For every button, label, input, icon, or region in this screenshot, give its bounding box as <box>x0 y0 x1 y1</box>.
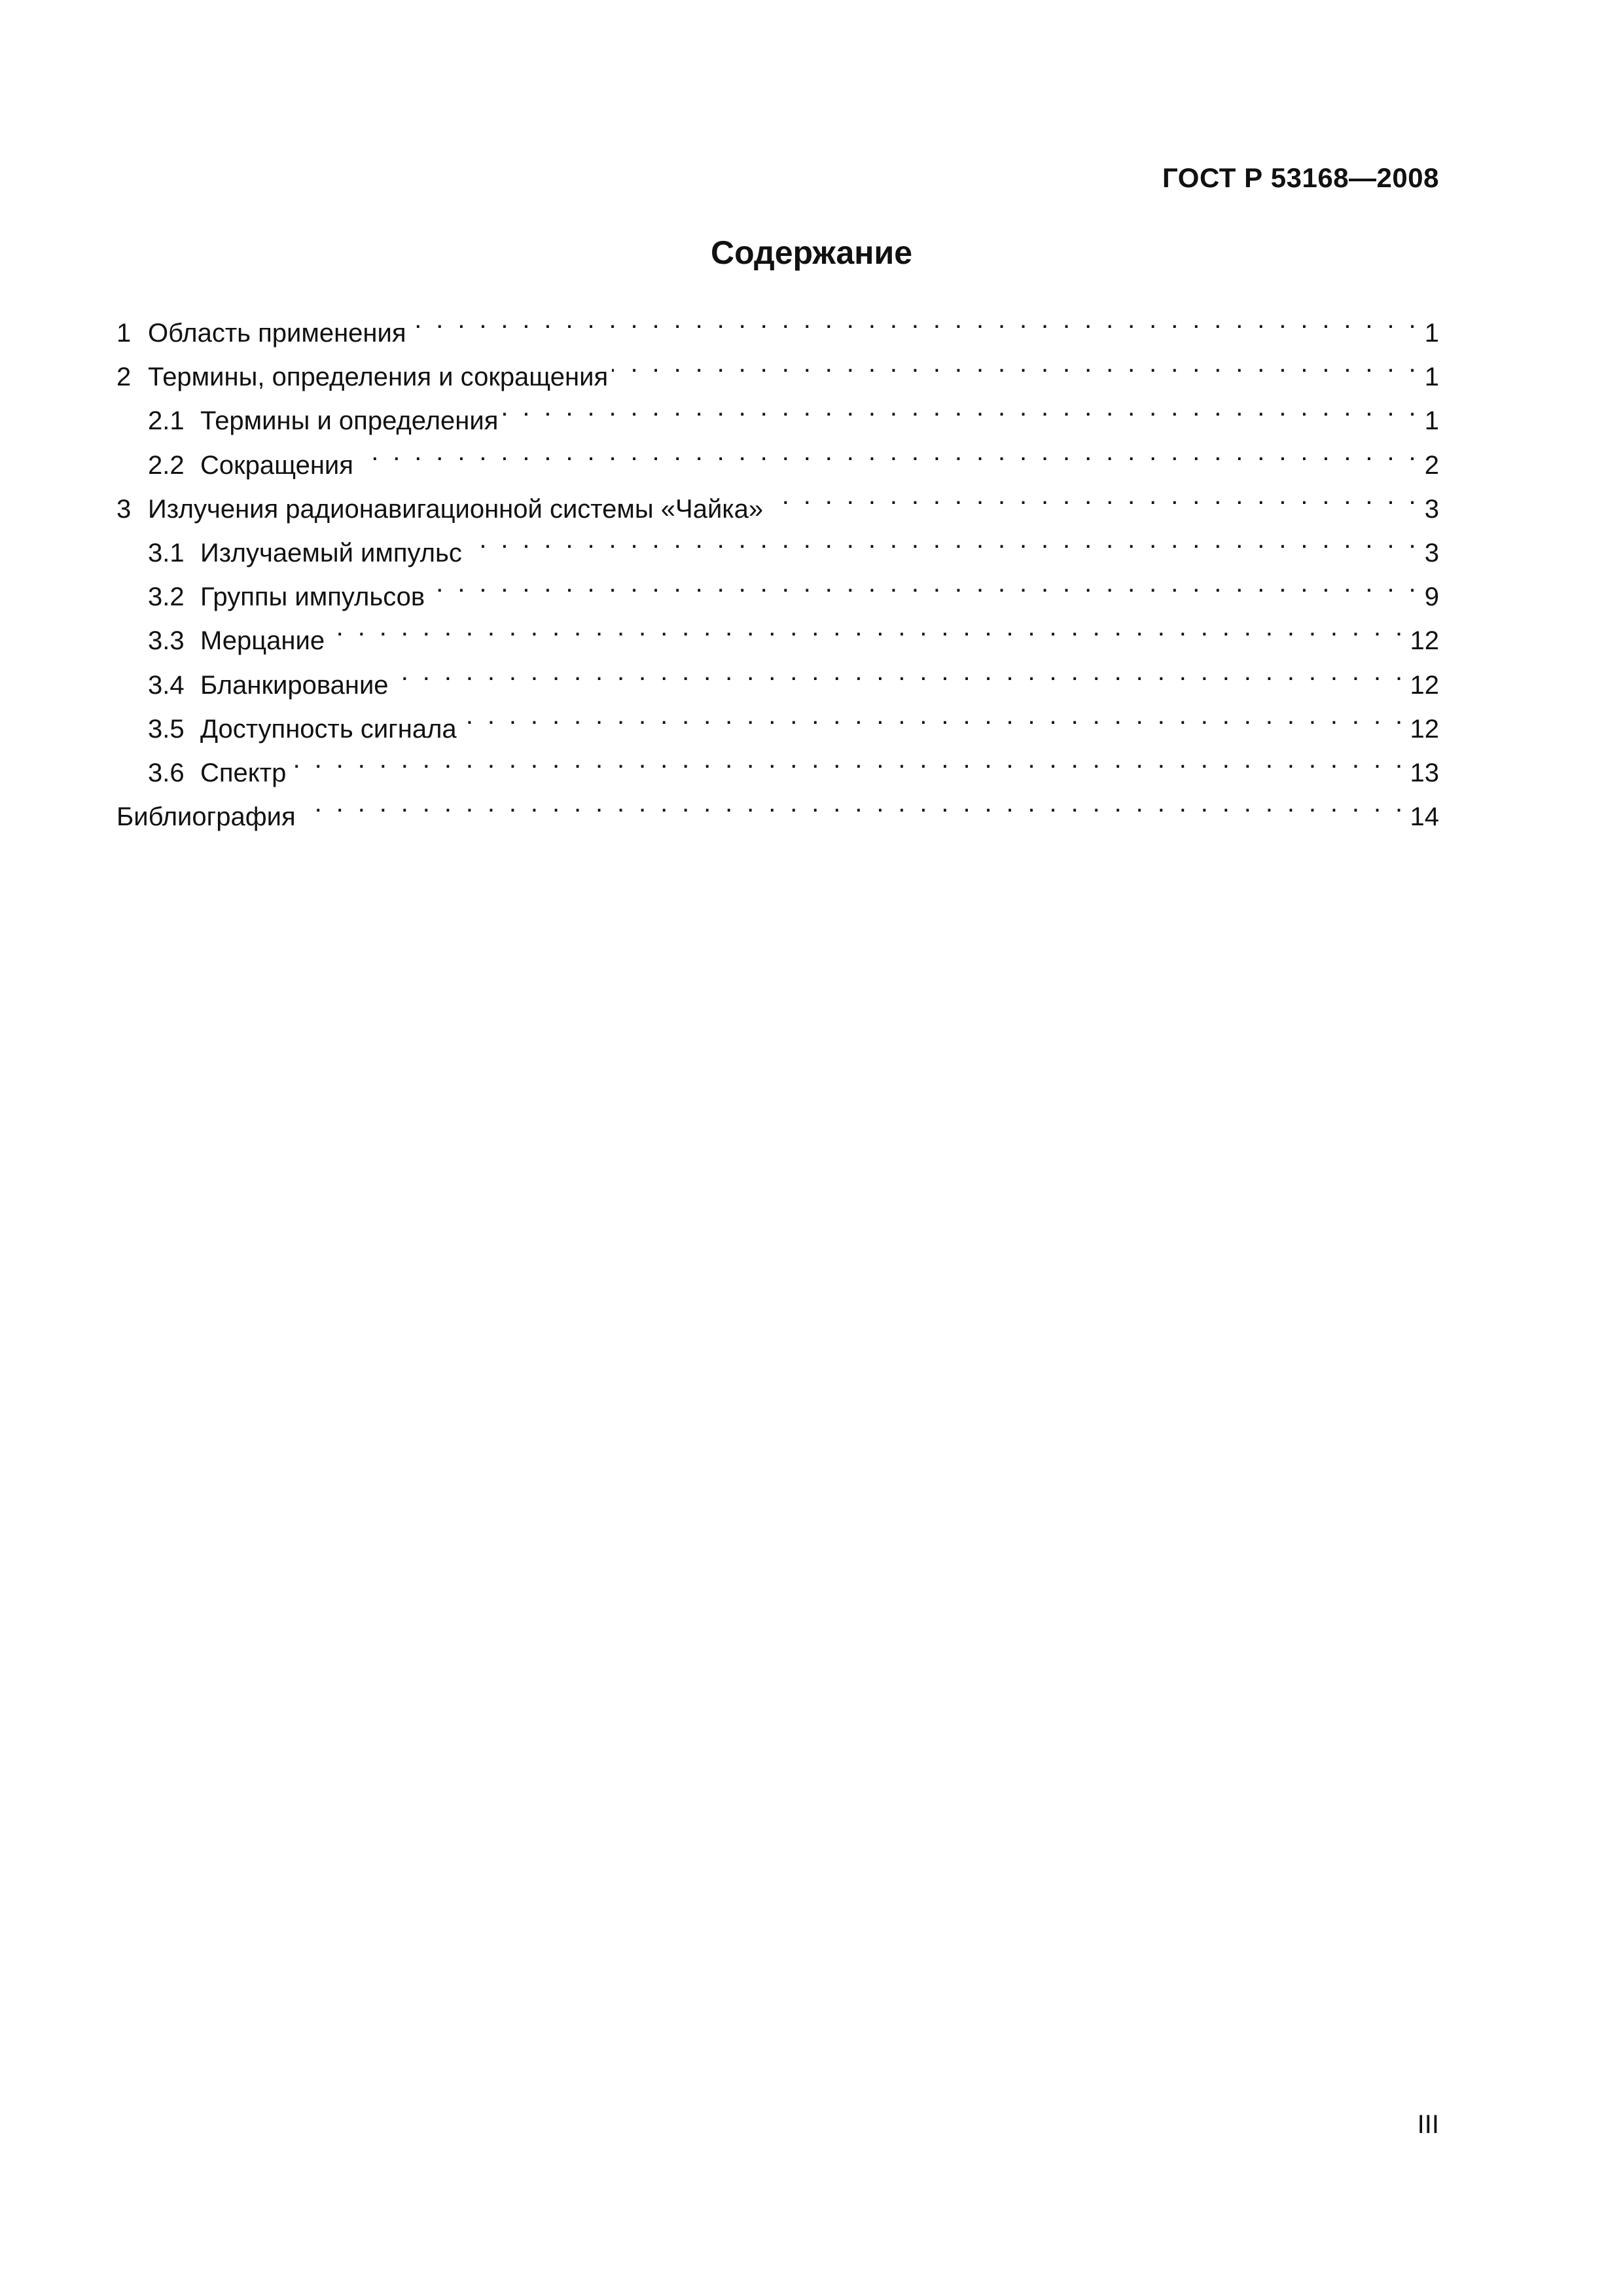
document-code: ГОСТ Р 53168—2008 <box>1162 162 1439 193</box>
toc-entry-label: Излучения радионавигационной системы «Чайка» <box>148 494 764 524</box>
toc-entry-label: Бланкирование <box>200 670 389 700</box>
toc-entry-page: 2 <box>1424 450 1439 480</box>
toc-title: Содержание <box>710 234 913 271</box>
toc-entry-page: 1 <box>1424 319 1439 348</box>
toc-entry-label: Термины, определения и сокращения <box>148 363 609 392</box>
toc-entry-label: Сокращения <box>200 450 353 480</box>
toc-entry-number: 3.6 <box>148 758 185 787</box>
toc-entry-number: 2 <box>116 363 132 392</box>
table-of-contents <box>116 298 1439 832</box>
toc-dot-leader <box>329 605 1406 649</box>
toc-entry-number: 3.1 <box>148 538 185 567</box>
toc-entry-page: 14 <box>1410 802 1439 832</box>
toc-entry-3-6[interactable] <box>116 738 1439 787</box>
page-number: III <box>1417 2110 1439 2139</box>
toc-dot-leader <box>357 430 1419 474</box>
toc-dot-leader <box>300 781 1406 825</box>
toc-entry-number: 3.3 <box>148 626 185 656</box>
toc-entry-page: 12 <box>1410 714 1439 744</box>
toc-dot-leader <box>393 650 1406 694</box>
toc-entry-number: 1 <box>116 319 132 348</box>
toc-dot-leader <box>290 738 1406 781</box>
toc-entry-label: Библиография <box>116 802 296 832</box>
toc-dot-leader <box>502 386 1419 429</box>
toc-entry-number: 2.2 <box>148 450 185 480</box>
toc-entry-label: Излучаемый импульс <box>200 538 462 567</box>
toc-entry-number: 2.1 <box>148 406 185 436</box>
toc-entry-number: 3.2 <box>148 583 185 612</box>
toc-entry-label: Область применения <box>148 319 406 348</box>
toc-entry-page: 13 <box>1410 758 1439 787</box>
toc-entry-bibliography[interactable] <box>116 781 1439 832</box>
toc-dot-leader <box>767 474 1419 518</box>
toc-entry-label: Доступность сигнала <box>200 714 457 744</box>
toc-dot-leader <box>612 342 1419 386</box>
toc-entry-page: 9 <box>1424 583 1439 612</box>
toc-entry-number: 3 <box>116 494 132 524</box>
toc-entry-page: 12 <box>1410 626 1439 656</box>
toc-dot-leader <box>461 694 1406 738</box>
toc-entry-page: 1 <box>1424 363 1439 392</box>
toc-entry-label: Термины и определения <box>200 406 499 436</box>
toc-dot-leader <box>410 298 1419 342</box>
toc-entry-label: Группы импульсов <box>200 583 425 612</box>
toc-entry-page: 3 <box>1424 538 1439 567</box>
toc-entry-page: 3 <box>1424 494 1439 524</box>
toc-entry-page: 1 <box>1424 406 1439 436</box>
toc-entry-label: Мерцание <box>200 626 325 656</box>
toc-entry-number: 3.4 <box>148 670 185 700</box>
toc-dot-leader <box>429 562 1419 605</box>
toc-entry-page: 12 <box>1410 670 1439 700</box>
toc-dot-leader <box>466 518 1419 562</box>
toc-entry-number: 3.5 <box>148 714 185 744</box>
toc-entry-1[interactable] <box>116 298 1439 348</box>
toc-entry-label: Спектр <box>200 758 287 787</box>
